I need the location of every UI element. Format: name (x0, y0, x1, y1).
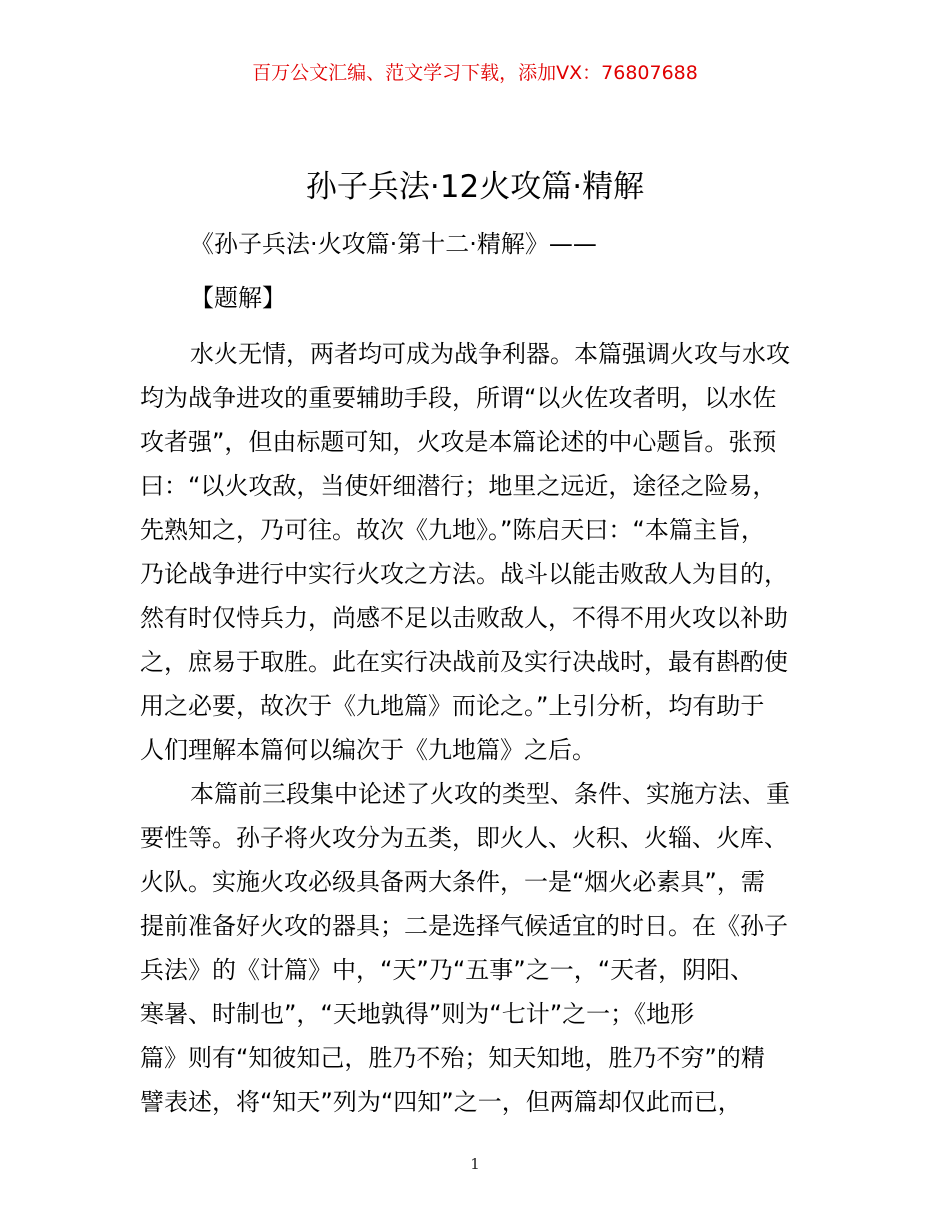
paragraph-line: 然有时仅恃兵力，尚感不足以击败敌人，不得不用火攻以补助 (140, 604, 788, 632)
page-number: 1 (470, 1155, 480, 1173)
paragraph-line: 本篇前三段集中论述了火攻的类型、条件、实施方法、重 (190, 780, 790, 808)
paragraph-line: 之，庶易于取胜。此在实行决战前及实行决战时，最有斟酌使 (140, 648, 788, 676)
paragraph-line: 先熟知之，乃可往。故次《九地》。”陈启天曰：“本篇主旨， (140, 516, 765, 544)
paragraph-line: 篇》则有“知彼知己，胜乃不殆；知天知地，胜乃不穷”的精 (140, 1044, 765, 1072)
paragraph-line: 要性等。孙子将火攻分为五类，即火人、火积、火辎、火库、 (140, 824, 788, 852)
paragraph-line: 均为战争进攻的重要辅助手段，所谓“以火佐攻者明，以水佐 (140, 384, 777, 412)
paragraph-line: 人们理解本篇何以编次于《九地篇》之后。 (140, 736, 596, 764)
document-title: 孙子兵法·12火攻篇·精解 (305, 169, 645, 205)
paragraph-line: 寒暑、时制也”，“天地孰得”则为“七计”之一；《地形 (140, 1000, 695, 1028)
paragraph-line: 曰：“以火攻敌，当使奸细潜行；地里之远近，途径之险易， (140, 472, 777, 500)
paragraph-1 (140, 332, 820, 772)
paragraph-line: 提前准备好火攻的器具；二是选择气候适宜的时日。在《孙子 (140, 912, 788, 940)
paragraph-line: 兵法》的《计篇》中，“天”乃“五事”之一，“天者，阴阳、 (140, 956, 755, 984)
paragraph-line: 火队。实施火攻必级具备两大条件，一是“烟火必素具”，需 (140, 868, 765, 896)
section-heading: 【题解】 (190, 284, 286, 312)
paragraph-line: 用之必要，故次于《九地篇》而论之。”上引分析，均有助于 (140, 692, 765, 720)
paragraph-line: 乃论战争进行中实行火攻之方法。战斗以能击败敌人为目的， (140, 560, 788, 588)
paragraph-line: 攻者强”，但由标题可知，火攻是本篇论述的中心题旨。张预 (140, 428, 777, 456)
paragraph-line: 水火无情，两者均可成为战争利器。本篇强调火攻与水攻 (190, 340, 790, 368)
paragraph-2 (140, 772, 820, 1124)
paragraph-line: 譬表述，将“知天”列为“四知”之一，但两篇却仅此而已， (140, 1088, 742, 1116)
header-note: 百万公文汇编、范文学习下载，添加VX：76807688 (252, 62, 698, 84)
document-subtitle: 《孙子兵法·火攻篇·第十二·精解》—— (190, 230, 597, 258)
